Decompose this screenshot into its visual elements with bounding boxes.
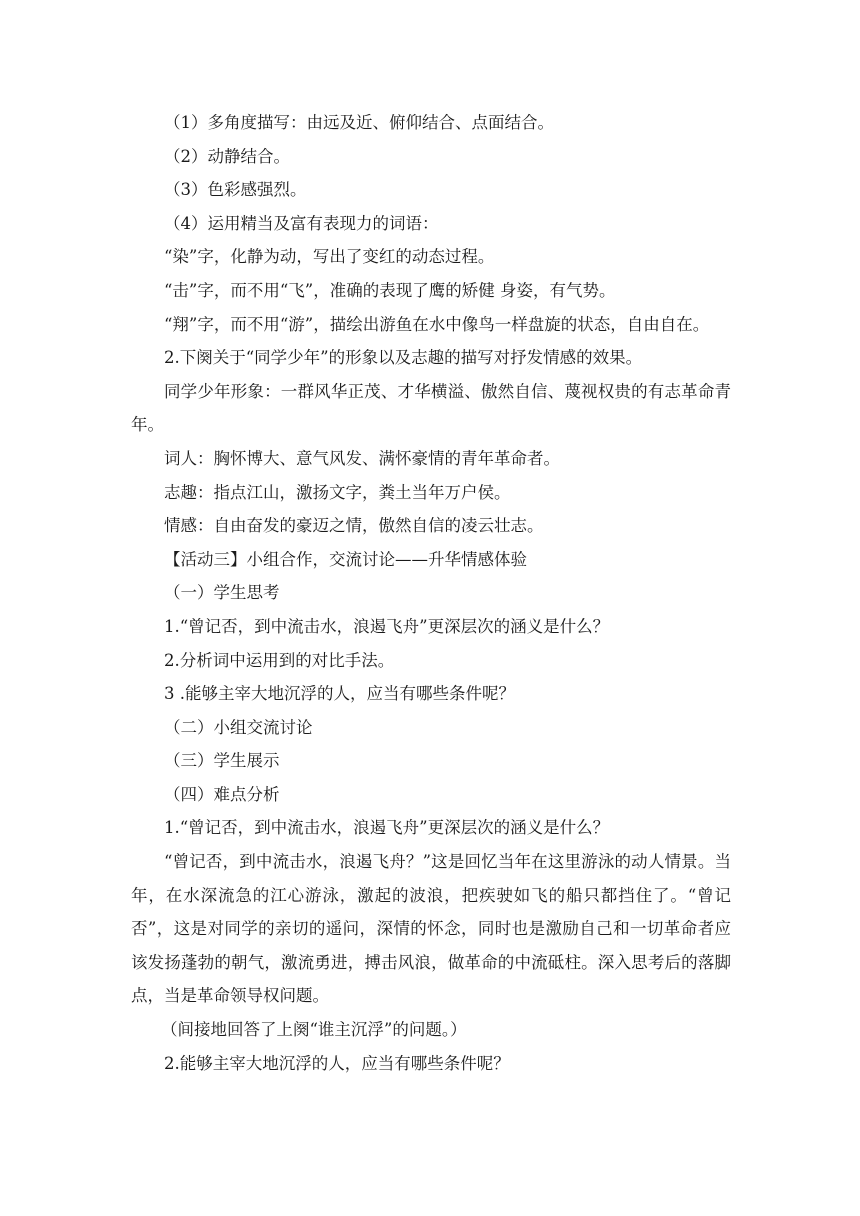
analysis-answer-1: “曾记否，到中流击水，浪遏飞舟？”这是回忆当年在这里游泳的动人情景。当年，在水深流急的江心游泳，激起的波浪，把疾驶如飞的船只都挡住了。“曾记否”，这是对同学的亲切的遥问，深情的怀念，同时也是激励自己和一切革命者应该发扬蓬勃的朝气，激流勇进，搏击风浪，做革命的中流砥柱。深入思考后的落脚点，当是革命领导权问题。 bbox=[131, 852, 731, 1006]
question-2: 2.分析词中运用到的对比手法。 bbox=[164, 650, 395, 670]
section-group-discussion: （二）小组交流讨论 bbox=[164, 717, 313, 737]
analysis-question-2: 2.能够主宰大地沉浮的人，应当有哪些条件呢？ bbox=[164, 1053, 510, 1073]
question-1: 1.“曾记否，到中流击水，浪遏飞舟”更深层次的涵义是什么？ bbox=[164, 616, 610, 636]
paragraph-aspiration: 志趣：指点江山，激扬文字，粪土当年万户侯。 bbox=[164, 482, 511, 502]
section-student-thinking: （一）学生思考 bbox=[164, 583, 280, 603]
question-3: 3 .能够主宰大地沉浮的人，应当有哪些条件呢？ bbox=[164, 684, 515, 704]
section-difficulty-analysis: （四）难点分析 bbox=[164, 784, 280, 804]
section-student-presentation: （三）学生展示 bbox=[164, 751, 280, 771]
paragraph-color: （3）色彩感强烈。 bbox=[164, 180, 307, 200]
paragraph-classmates-image: 同学少年形象：一群风华正茂、才华横溢、傲然自信、蔑视权贵的有志革命青年。 bbox=[131, 381, 731, 435]
paragraph-dynamic-static: （2）动静结合。 bbox=[164, 146, 290, 166]
paragraph-poet: 词人：胸怀博大、意气风发、满怀豪情的青年革命者。 bbox=[164, 448, 560, 468]
paragraph-xiang-word: “翔”字，而不用“游”，描绘出游鱼在水中像鸟一样盘旋的状态，自由自在。 bbox=[164, 314, 710, 334]
analysis-note: （间接地回答了上阕“谁主沉浮”的问题。） bbox=[161, 1020, 467, 1040]
paragraph-ji-word: “击”字，而不用“飞”，准确的表现了鹰的矫健 身姿，有气势。 bbox=[164, 280, 616, 300]
paragraph-ran-word: “染”字，化静为动，写出了变红的动态过程。 bbox=[164, 247, 495, 267]
question-2-heading: 2.下阕关于“同学少年”的形象以及志趣的描写对抒发情感的效果。 bbox=[164, 348, 643, 368]
document-body bbox=[131, 106, 731, 1080]
activity-3-heading: 【活动三】小组合作，交流讨论——升华情感体验 bbox=[164, 549, 527, 569]
paragraph-emotion: 情感：自由奋发的豪迈之情，傲然自信的凌云壮志。 bbox=[164, 516, 544, 536]
paragraph-wording: （4）运用精当及富有表现力的词语： bbox=[164, 213, 439, 233]
paragraph-multi-angle: （1）多角度描写：由远及近、俯仰结合、点面结合。 bbox=[164, 113, 554, 132]
analysis-question-1: 1.“曾记否，到中流击水，浪遏飞舟”更深层次的涵义是什么？ bbox=[164, 818, 610, 838]
